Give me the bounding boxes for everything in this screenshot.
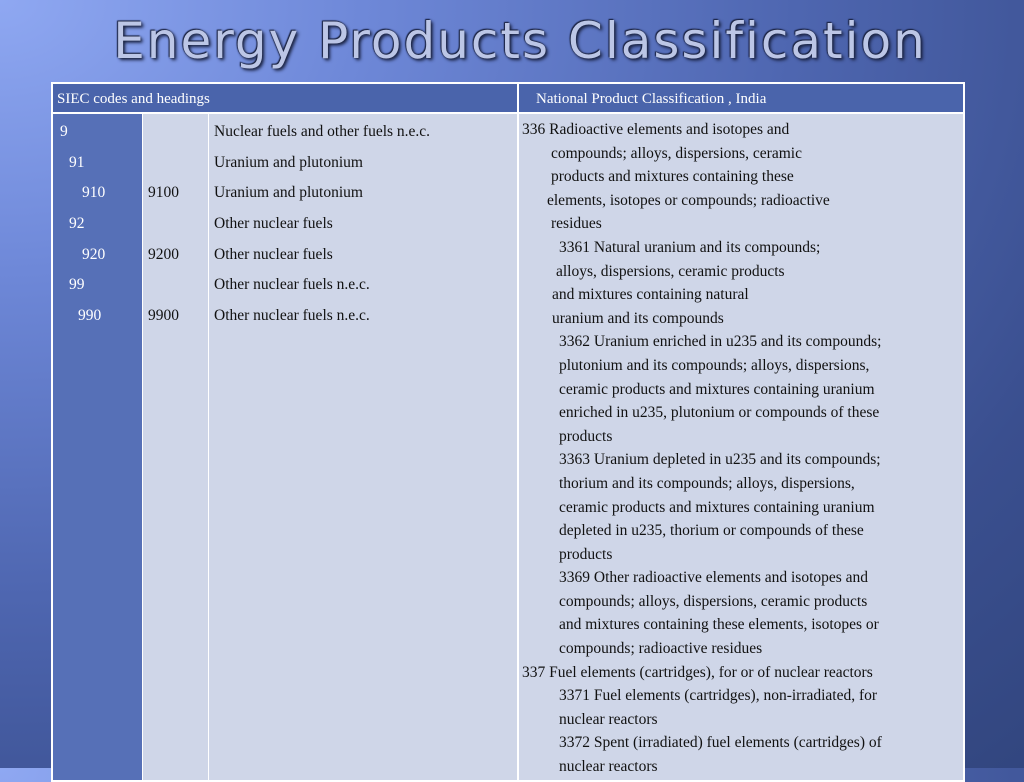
siec-subcode	[148, 122, 209, 153]
siec-heading: Uranium and plutonium	[214, 153, 363, 171]
npc-column	[517, 114, 963, 780]
siec-subcode-column	[142, 114, 209, 780]
npc-line: products and mixtures containing these	[551, 168, 794, 186]
npc-header: National Product Classification , India	[536, 91, 767, 107]
siec-subcode: 9100	[148, 184, 179, 202]
siec-code: 91	[69, 153, 85, 171]
siec-subcode	[148, 153, 209, 184]
table-header-row	[53, 84, 963, 114]
siec-code: 99	[69, 276, 85, 294]
npc-line: plutonium and its compounds; alloys, dispersions,	[559, 356, 870, 374]
siec-code: 9	[60, 123, 68, 140]
siec-code: 910	[82, 184, 106, 202]
siec-code: 990	[78, 307, 102, 325]
table-body-row	[53, 114, 963, 780]
siec-heading: Other nuclear fuels	[214, 245, 333, 263]
npc-line: and mixtures containing natural	[552, 286, 749, 304]
npc-line: and mixtures containing these elements, isotopes or	[559, 616, 879, 634]
npc-line: compounds; radioactive residues	[559, 640, 763, 658]
npc-line: products	[559, 427, 613, 445]
npc-line: ceramic products and mixtures containing uranium	[559, 380, 875, 398]
siec-code: 92	[69, 215, 85, 233]
npc-line: nuclear reactors	[559, 710, 658, 728]
siec-heading: Nuclear fuels and other fuels n.e.c.	[214, 123, 431, 140]
npc-line: ceramic products and mixtures containing uranium	[559, 498, 875, 516]
siec-header: SIEC codes and headings	[57, 91, 210, 107]
siec-subcode: 9200	[148, 245, 179, 263]
npc-line: enriched in u235, plutonium or compounds of these	[559, 404, 880, 422]
npc-line: products	[559, 545, 613, 563]
npc-line: alloys, dispersions, ceramic products	[556, 262, 785, 280]
siec-subcode: 9900	[148, 307, 179, 325]
npc-line: depleted in u235, thorium or compounds of these	[559, 522, 864, 540]
npc-line: 3362 Uranium enriched in u235 and its compounds;	[559, 333, 882, 351]
siec-code-column	[53, 114, 142, 780]
npc-line: 3371 Fuel elements (cartridges), non-irradiated, for	[559, 687, 878, 705]
siec-heading: Other nuclear fuels n.e.c.	[214, 307, 370, 325]
npc-line: elements, isotopes or compounds; radioactive	[547, 191, 830, 209]
npc-line: residues	[551, 215, 602, 233]
siec-subcode	[148, 275, 209, 306]
npc-line: 3372 Spent (irradiated) fuel elements (cartridges) of	[559, 734, 882, 752]
npc-line: 3369 Other radioactive elements and isotopes and	[559, 569, 869, 587]
siec-heading-column	[208, 114, 518, 780]
classification-table	[51, 82, 965, 782]
siec-subcode	[148, 214, 209, 245]
npc-line: compounds; alloys, dispersions, ceramic products	[559, 592, 868, 610]
npc-line: 336 Radioactive elements and isotopes and	[522, 121, 790, 138]
slide-title: Energy Products Classification	[113, 12, 927, 70]
npc-line: thorium and its compounds; alloys, dispersions,	[559, 474, 855, 492]
npc-line: 337 Fuel elements (cartridges), for or of nuclear reactors	[522, 663, 873, 681]
siec-heading: Uranium and plutonium	[214, 184, 363, 202]
siec-heading: Other nuclear fuels	[214, 215, 333, 233]
npc-line: uranium and its compounds	[552, 309, 724, 327]
siec-code: 920	[82, 245, 106, 263]
npc-line: 3361 Natural uranium and its compounds;	[559, 238, 821, 256]
npc-line: 3363 Uranium depleted in u235 and its compounds;	[559, 451, 881, 469]
npc-line: nuclear reactors	[559, 758, 658, 776]
npc-line: compounds; alloys, dispersions, ceramic	[551, 144, 802, 162]
siec-heading: Other nuclear fuels n.e.c.	[214, 276, 370, 294]
header-divider	[517, 84, 519, 112]
